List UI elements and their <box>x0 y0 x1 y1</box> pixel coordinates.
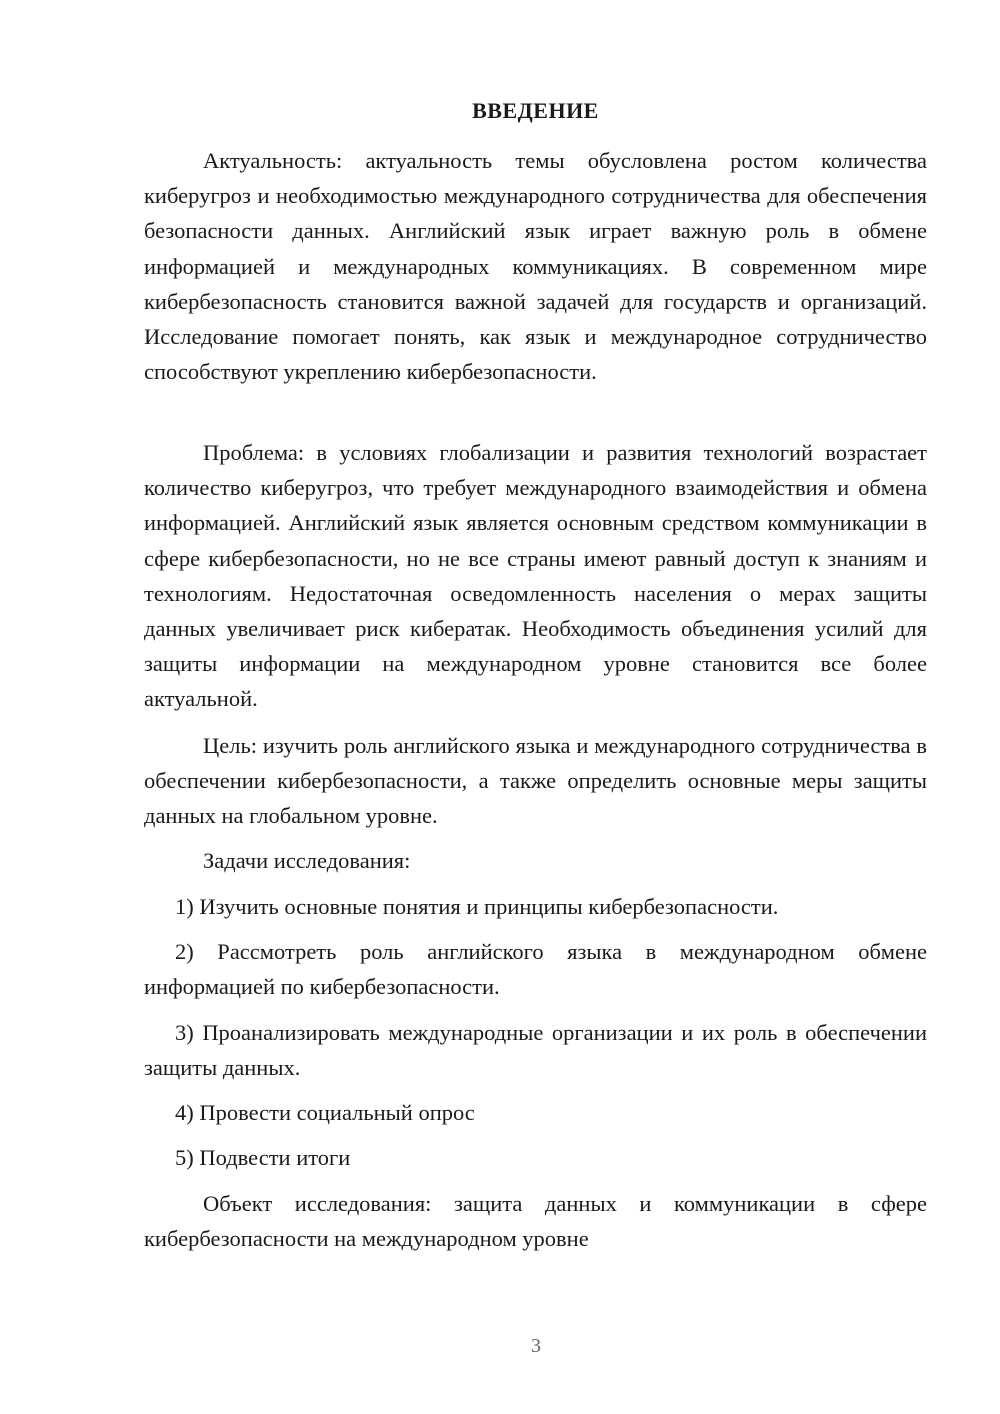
paragraph-relevance: Актуальность: актуальность темы обусловлена ростом количества киберугроз и необходимостью международного сотрудничества для обеспечения безопасности данных. Английский язык играет важную роль в обмене информацией и международных коммуникациях. В современном мире кибербезопасность становится важной задачей для государств и организаций. Исследование помогает понять, как язык и международное сотрудничество способствуют укреплению кибербезопасности. <box>144 148 927 385</box>
section-title: ВВЕДЕНИЕ <box>472 98 599 123</box>
task-item-5: 5) Подвести итоги <box>175 1145 351 1170</box>
task-item-2: 2) Рассмотреть роль английского языка в международном обмене информацией по кибербезопасности. <box>144 939 927 1000</box>
task-item-1: 1) Изучить основные понятия и принципы кибербезопасности. <box>175 894 779 919</box>
paragraph-problem: Проблема: в условиях глобализации и развития технологий возрастает количество киберугроз, что требует международного взаимодействия и обмена информацией. Английский язык является основным средством коммуникации в сфере кибербезопасности, но не все страны имеют равный доступ к знаниям и технологиям. Недостаточная осведомленность населения о мерах защиты данных увеличивает риск кибератак. Необходимость объединения усилий для защиты информации на международном уровне становится все более актуальной. <box>144 440 927 712</box>
paragraph-tasks-heading: Задачи исследования: <box>203 848 411 873</box>
paragraph-goal: Цель: изучить роль английского языка и международного сотрудничества в обеспечении кибербезопасности, а также определить основные меры защиты данных на глобальном уровне. <box>144 733 927 829</box>
page-number: 3 <box>531 1335 541 1357</box>
task-item-4: 4) Провести социальный опрос <box>175 1100 475 1125</box>
paragraph-research-object: Объект исследования: защита данных и коммуникации в сфере кибербезопасности на международном уровне <box>144 1191 927 1252</box>
task-item-3: 3) Проанализировать международные организации и их роль в обеспечении защиты данных. <box>144 1020 927 1081</box>
